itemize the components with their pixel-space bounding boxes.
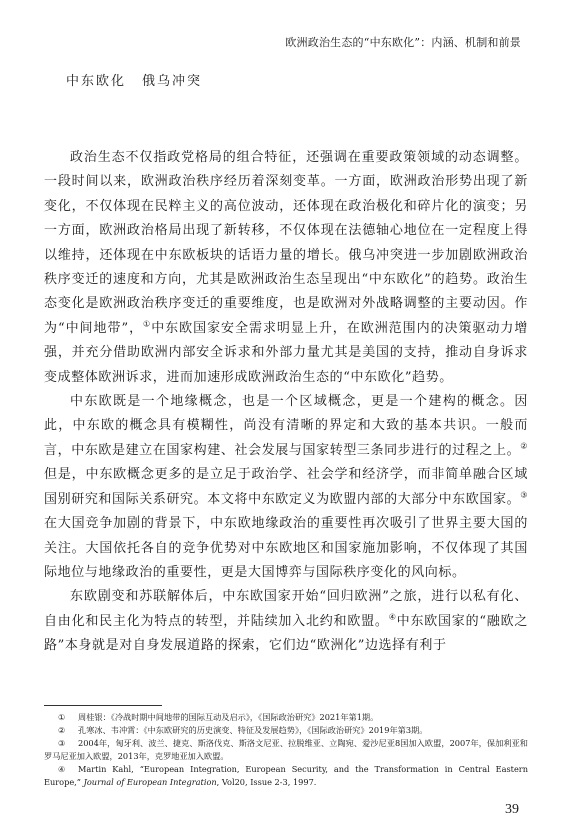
text-segment: 东欧剧变和苏联解体后，中东欧国家开始“回归欧洲”之旅，进行以私有化、自由化和民主化为特点的转型，并陆续加入北约和欧盟。: [44, 589, 528, 629]
footnote-number: ①: [58, 712, 66, 722]
footnote-number: ③: [58, 738, 66, 748]
footnote-text: 2004年，匈牙利、波兰、捷克、斯洛伐克、斯洛文尼亚、拉脱维亚、立陶宛、爱沙尼亚8国加入欧盟，2007年，保加利亚和罗马尼亚加入欧盟，2013年，克罗地亚加入欧盟。: [44, 738, 528, 761]
footnotes: [44, 711, 528, 789]
footnote: [44, 724, 528, 737]
footnote-text: Martin Kahl, “European Integration, European Security, and the Transformation in Central Eastern Europe,”: [44, 764, 528, 787]
running-header: 欧洲政治生态的“中东欧化”：内涵、机制和前景: [285, 36, 521, 49]
paragraph: [44, 585, 528, 658]
keyword: 俄乌冲突: [142, 74, 203, 89]
text-segment: 中东欧国家安全需求明显上升，在欧洲范围内的决策驱动力增强，并充分借助欧洲内部安全诉求和外部力量尤其是美国的支持，推动自身诉求变成整体欧洲诉求，进而加速形成欧洲政治生态的“中东欧化”趋势。: [44, 320, 529, 385]
footnote-ref: ②: [520, 441, 528, 451]
footnote-text: 孔寒冰、韦冲霄：《中东欧研究的历史演变、特征及发展趋势》，《国际政治研究》2019年第3期。: [78, 725, 428, 735]
footnote-ref: ③: [520, 490, 528, 500]
footnote-divider: [44, 705, 162, 706]
text-segment: 政治生态不仅指政党格局的组合特征，还强调在重要政策领域的动态调整。一段时间以来，欧洲政治秩序经历着深刻变革。一方面，欧洲政治形势出现了新变化，不仅体现在民粹主义的高位波动，还体现在政治极化和碎片化的演变；另一方面，欧洲政治格局出现了新转移，不仅体现在法德轴心地位在一定程度上得以维持，还体现在中东欧板块的话语力量的增长。俄乌冲突进一步加剧欧洲政治秩序变迁的速度和方向，尤其是欧洲政治生态呈现出“中东欧化”的趋势。政治生态变化是欧洲政治秩序变迁的重要维度，也是欧洲对外战略调整的主要动因。作为“中间地带”，: [44, 150, 528, 336]
footnote-ref: ①: [143, 319, 152, 329]
footnote-text: 周桂银：《冷战时期中间地带的国际互动及启示》，《国际政治研究》2021年第1期。: [78, 712, 379, 722]
footnote-number: ④: [58, 764, 66, 774]
footnote: [44, 711, 528, 724]
keyword: 中东欧化: [66, 74, 127, 89]
footnote-ref: ④: [388, 612, 397, 622]
text-segment: 在大国竞争加剧的背景下，中东欧地缘政治的重要性再次吸引了世界主要大国的关注。大国依托各自的竞争优势对中东欧地区和国家施加影响，不仅体现了其国际地位与地缘政治的重要性，更是大国博弈与国际秩序变化的风向标。: [44, 516, 528, 580]
journal-title: Journal of European Integration: [83, 777, 217, 787]
body-text: [44, 146, 528, 659]
footnote: [44, 763, 528, 789]
keywords-line: [66, 70, 202, 89]
text-segment: 中东欧国家的“融欧之路”本身就是对自身发展道路的探索，它们边“欧洲化”边选择有利于: [44, 613, 528, 654]
footnote-number: ②: [58, 725, 66, 735]
paragraph: [44, 146, 528, 390]
footnote: [44, 737, 528, 763]
text-segment: 但是，中东欧概念更多的是立足于政治学、社会学和经济学，而非简单融合区域国别研究和国际关系研究。本文将中东欧定义为欧盟内部的大部分中东欧国家。: [44, 467, 528, 507]
text-segment: 中东欧既是一个地缘概念，也是一个区域概念，更是一个建构的概念。因此，中东欧的概念具有模糊性，尚没有清晰的界定和大致的基本共识。一般而言，中东欧是建立在国家构建、社会发展与国家转型三条同步进行的过程之上。: [44, 394, 528, 458]
page-number: 39: [505, 802, 519, 817]
footnote-text: , Vol20, Issue 2-3, 1997.: [216, 777, 317, 787]
paragraph: [44, 390, 528, 585]
